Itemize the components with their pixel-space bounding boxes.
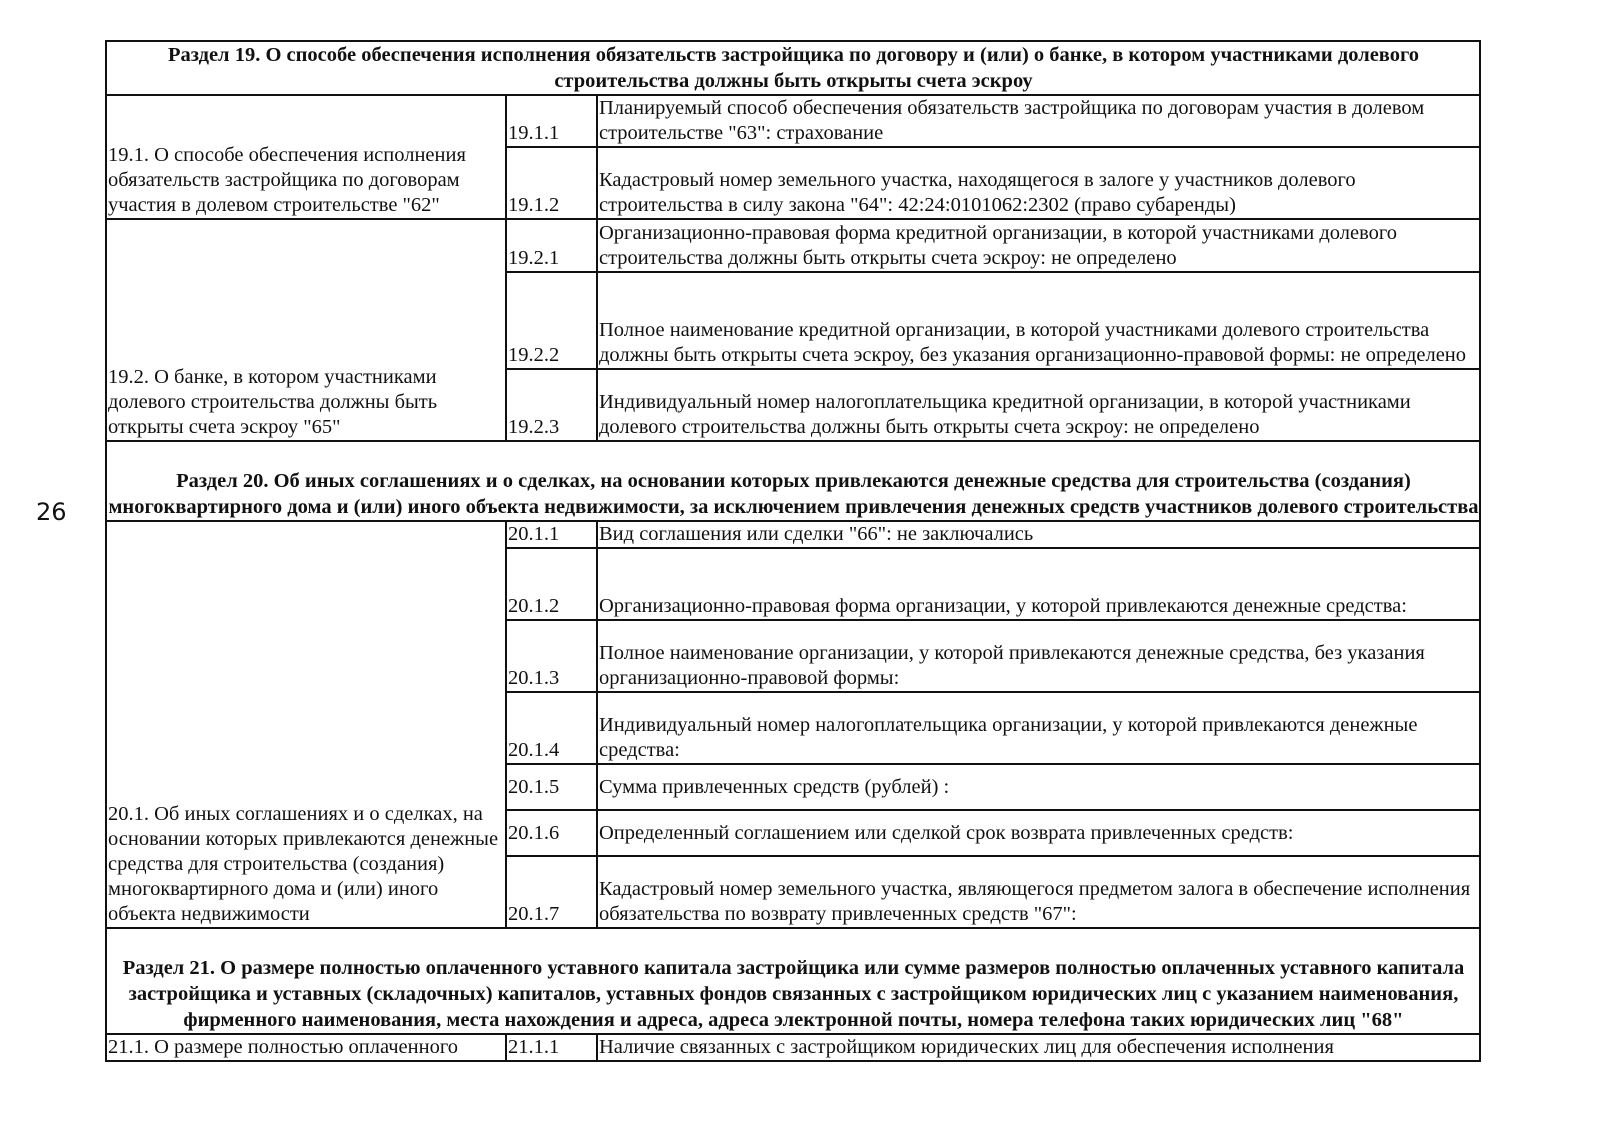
- table-row: [106, 219, 1480, 272]
- subsection-21-1-label: 21.1. О размере полностью оплаченного: [106, 1034, 506, 1061]
- row-code: 19.2.3: [506, 369, 597, 441]
- row-text: Полное наименование организации, у которой привлекаются денежные средства, без указания организационно-правовой формы:: [597, 620, 1480, 692]
- row-code: 20.1.5: [506, 764, 597, 810]
- table-row: [106, 1034, 1480, 1061]
- section-20-title: Раздел 20. Об иных соглашениях и о сделках, на основании которых привлекаются денежные средства для строительства (создания) многоквартирного дома и (или) иного объекта недвижимости, за исключением привлечения денежных средств участников долевого строительства: [106, 441, 1480, 521]
- row-code: 20.1.7: [506, 856, 597, 928]
- row-text: Индивидуальный номер налогоплательщика кредитной организации, в которой участниками долевого строительства должны быть открыты счета эскроу: не определено: [597, 369, 1480, 441]
- table-row: [106, 95, 1480, 147]
- subsection-19-1-label: 19.1. О способе обеспечения исполнения обязательств застройщика по договорам участия в долевом строительстве "62": [106, 95, 506, 219]
- section-21-title: Раздел 21. О размере полностью оплаченного уставного капитала застройщика или сумме размеров полностью оплаченных уставного капитала застройщика и уставных (складочных) капиталов, уставных фондов связанных с застройщиком юридических лиц с указанием наименования, фирменного наименования, места нахождения и адреса, адреса электронной почты, номера телефона таких юридических лиц "68": [106, 928, 1480, 1034]
- row-text: Сумма привлеченных средств (рублей) :: [597, 764, 1480, 810]
- row-code: 19.1.1: [506, 95, 597, 147]
- row-text: Индивидуальный номер налогоплательщика организации, у которой привлекаются денежные средства:: [597, 692, 1480, 764]
- row-code: 19.1.2: [506, 147, 597, 219]
- row-text: Кадастровый номер земельного участка, являющегося предметом залога в обеспечение исполнения обязательства по возврату привлеченных средств "67":: [597, 856, 1480, 928]
- subsection-20-1-label: 20.1. Об иных соглашениях и о сделках, на основании которых привлекаются денежные средства для строительства (создания) многоквартирного дома и (или) иного объекта недвижимости: [106, 521, 506, 928]
- page-number: 26: [36, 498, 67, 526]
- section-header-row: [106, 928, 1480, 1034]
- table-row: [106, 521, 1480, 548]
- row-code: 20.1.2: [506, 548, 597, 620]
- row-text: Вид соглашения или сделки "66": не заключались: [597, 521, 1480, 548]
- row-text: Определенный соглашением или сделкой срок возврата привлеченных средств:: [597, 810, 1480, 856]
- disclosure-table: [105, 40, 1481, 1062]
- row-code: 19.2.2: [506, 272, 597, 369]
- row-code: 20.1.4: [506, 692, 597, 764]
- section-header-row: [106, 441, 1480, 521]
- row-text: Кадастровый номер земельного участка, находящегося в залоге у участников долевого строительства в силу закона "64": 42:24:0101062:2302 (право субаренды): [597, 147, 1480, 219]
- row-code: 19.2.1: [506, 219, 597, 272]
- row-code: 20.1.1: [506, 521, 597, 548]
- row-code: 21.1.1: [506, 1034, 597, 1061]
- row-text: Организационно-правовая форма кредитной организации, в которой участниками долевого строительства должны быть открыты счета эскроу: не определено: [597, 219, 1480, 272]
- section-19-title: Раздел 19. О способе обеспечения исполнения обязательств застройщика по договору и (или) о банке, в котором участниками долевого строительства должны быть открыты счета эскроу: [106, 41, 1480, 95]
- subsection-19-2-label: 19.2. О банке, в котором участниками долевого строительства должны быть открыты счета эскроу "65": [106, 219, 506, 441]
- row-text: Организационно-правовая форма организации, у которой привлекаются денежные средства:: [597, 548, 1480, 620]
- row-code: 20.1.3: [506, 620, 597, 692]
- section-header-row: [106, 41, 1480, 95]
- row-text: Планируемый способ обеспечения обязательств застройщика по договорам участия в долевом строительстве "63": страхование: [597, 95, 1480, 147]
- row-text: Полное наименование кредитной организации, в которой участниками долевого строительства должны быть открыты счета эскроу, без указания организационно-правовой формы: не определено: [597, 272, 1480, 369]
- row-text: Наличие связанных с застройщиком юридических лиц для обеспечения исполнения: [597, 1034, 1480, 1061]
- row-code: 20.1.6: [506, 810, 597, 856]
